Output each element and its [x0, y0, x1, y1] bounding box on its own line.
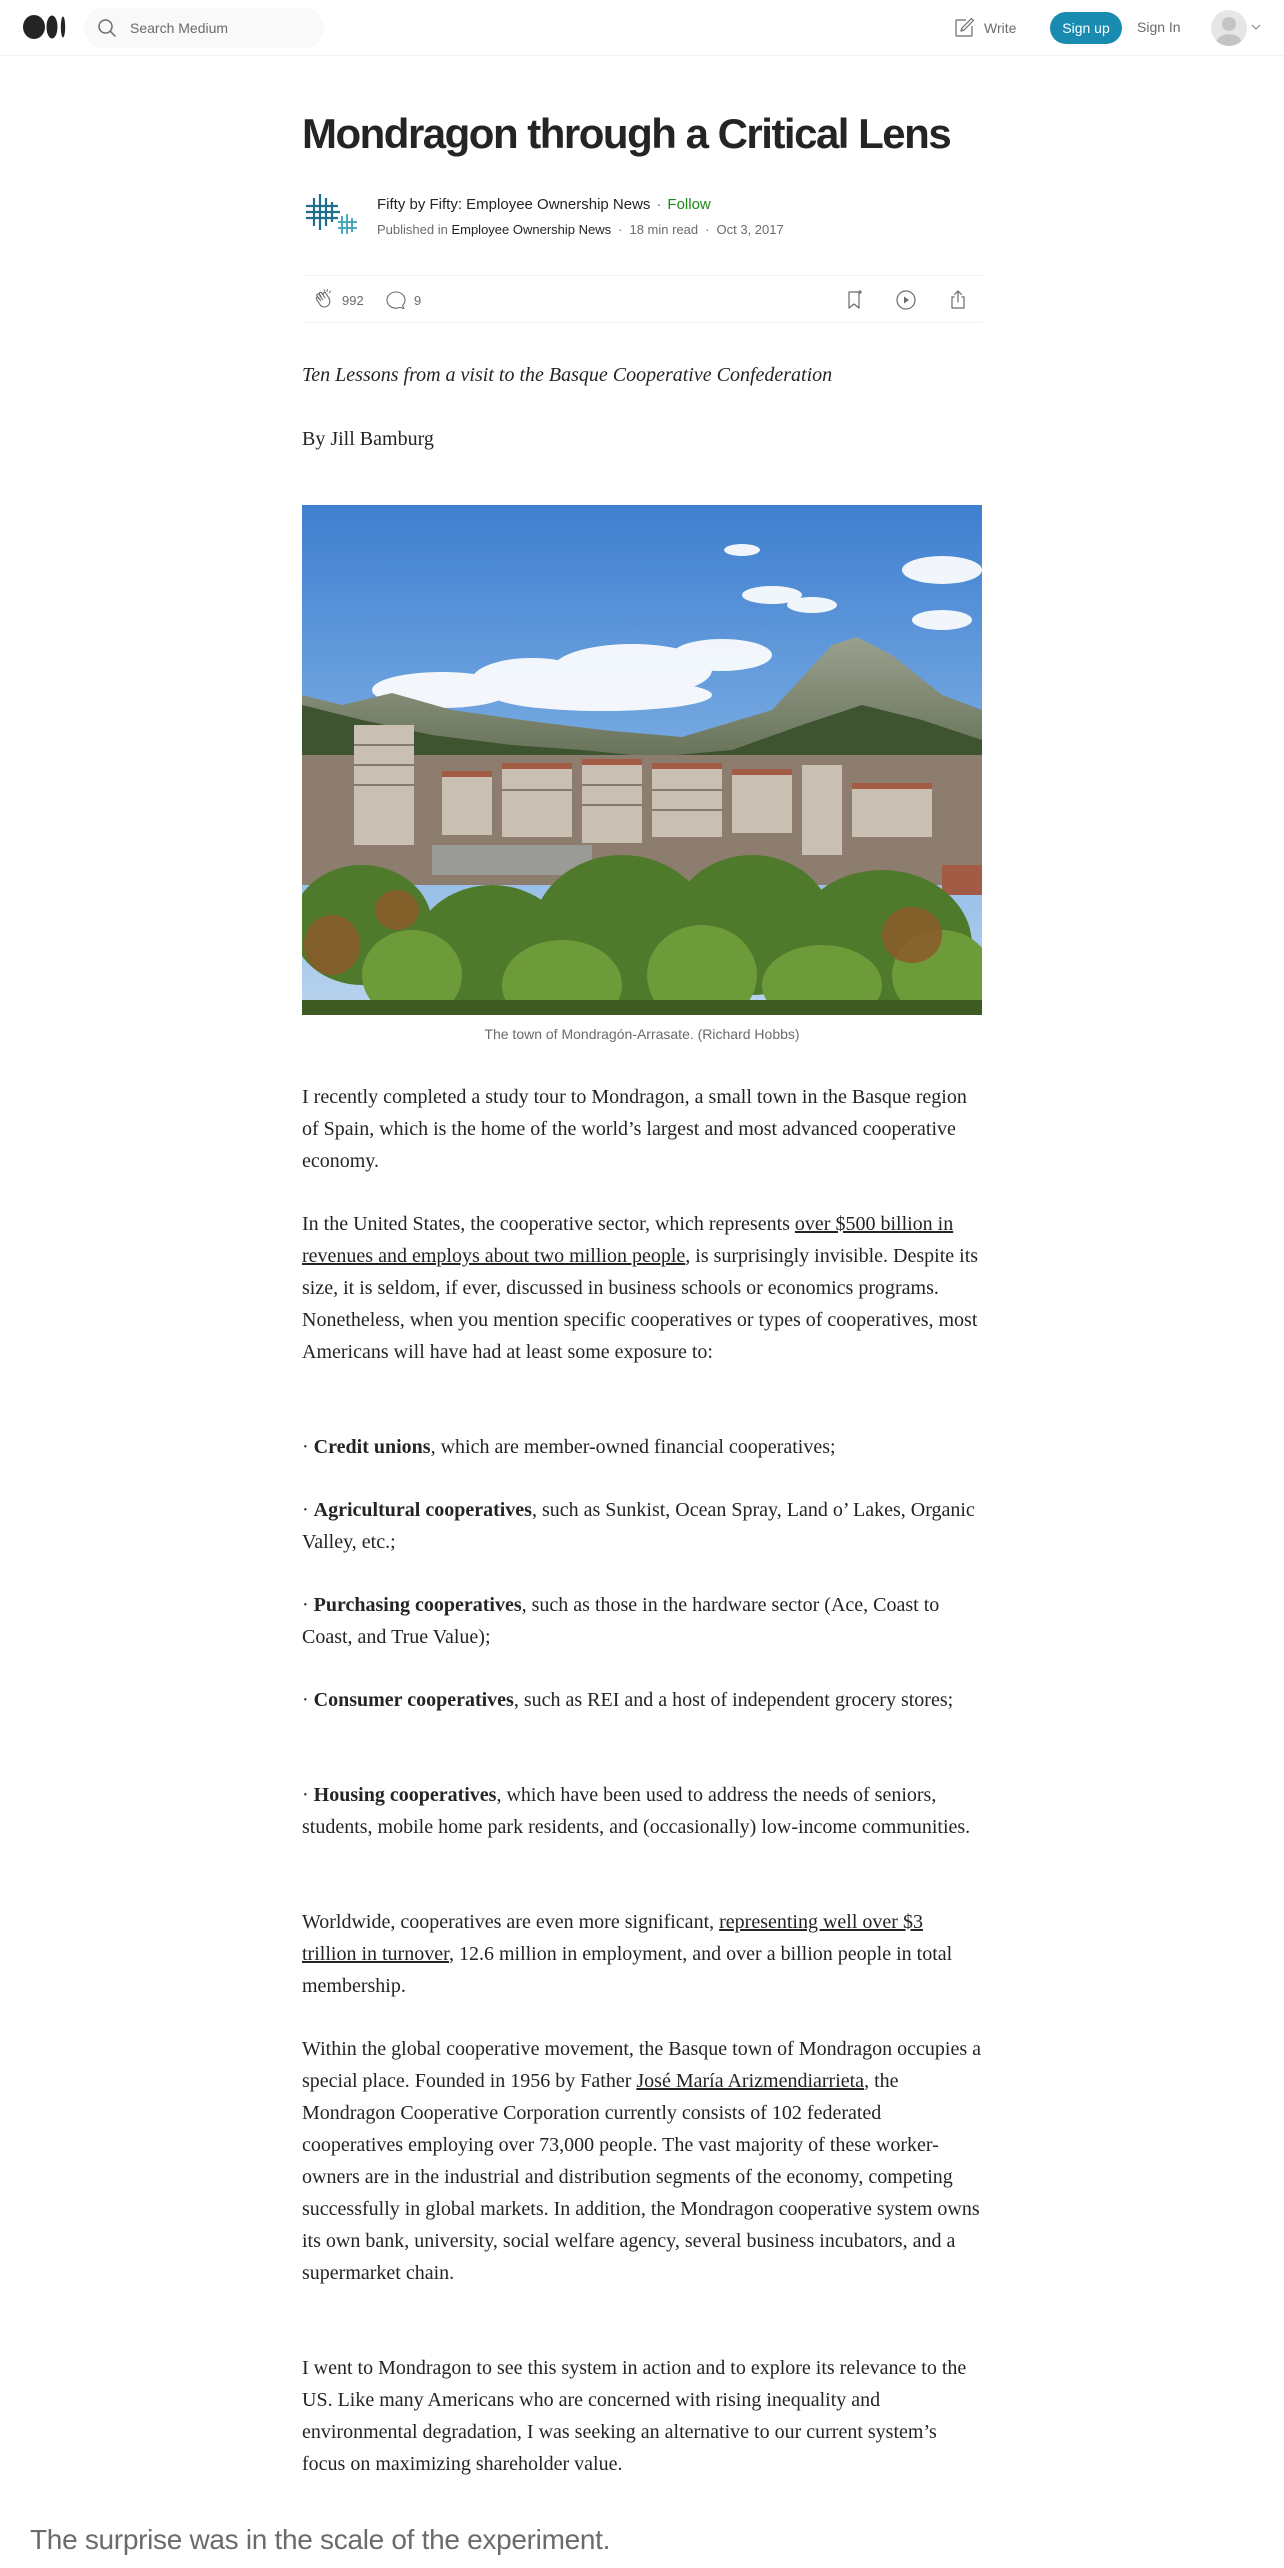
list-item-text: , such as Sunkist, Ocean Spray, Land o’ Lakes, Organic Valley, etc.; — [302, 1499, 975, 1553]
bullet-mark: · — [302, 1689, 314, 1711]
top-navigation — [0, 0, 1284, 56]
paragraph-text: , 12.6 million in employment, and over a billion people in total membership. — [302, 1943, 953, 1997]
paragraph-intro: I recently completed a study tour to Mondragon, a small town in the Basque region of Spain, which is the home of the world’s largest and most advanced cooperative economy. — [302, 1086, 967, 1172]
avatar — [1211, 10, 1247, 46]
bullet-mark: · — [302, 1594, 314, 1616]
paragraph-text: Worldwide, cooperatives are even more significant, — [302, 1911, 720, 1933]
clap-button[interactable] — [312, 288, 364, 312]
founder-link[interactable]: José María Arizmendiarrieta — [636, 2070, 865, 2092]
list-item — [302, 1431, 982, 1463]
read-time: 18 min read — [629, 222, 699, 237]
medium-logo[interactable] — [23, 14, 67, 40]
write-link[interactable] — [952, 15, 1016, 41]
separator-dot: · — [705, 222, 710, 237]
author-name[interactable]: Fifty by Fifty: Employee Ownership News — [377, 196, 651, 213]
clap-count: 992 — [342, 292, 364, 308]
author-line — [377, 196, 711, 213]
separator-dot: · — [656, 196, 662, 213]
article-meta — [377, 222, 784, 237]
response-count: 9 — [414, 292, 422, 308]
paragraph-text: , is surprisingly invisible. Despite its size, it is seldom, if ever, discussed in business schools or economics programs. Nonetheless, when you mention specific cooperatives or types of cooperatives, most Americans will have had at least some exposure to: — [302, 1245, 979, 1363]
list-item — [302, 1684, 982, 1716]
bookmark-icon[interactable] — [842, 288, 866, 312]
list-item-lead: Agricultural cooperatives — [313, 1499, 532, 1521]
share-icon[interactable] — [946, 288, 970, 312]
publication-logo[interactable] — [302, 192, 362, 236]
pull-quote: The surprise was in the scale of the experiment. — [30, 2524, 611, 2555]
paragraph-mondragon — [302, 2033, 982, 2289]
responses-button[interactable] — [384, 288, 421, 312]
bullet-mark: · — [302, 1499, 314, 1521]
paragraph-text: , the Mondragon Cooperative Corporation currently consists of 102 federated cooperatives employing over 73,000 people. The vast majority of these worker-owners are in the industrial and distribution segments of the economy, competing successfully in global markets. In addition, the Mondragon cooperative system owns its own bank, university, social welfare agency, several business incubators, and a supermarket chain. — [302, 2070, 980, 2284]
separator-dot: · — [618, 222, 623, 237]
list-item-text: , such as those in the hardware sector (Ace, Coast to Coast, and True Value); — [302, 1594, 940, 1648]
article-action-bar — [302, 275, 982, 323]
play-icon[interactable] — [894, 288, 918, 312]
published-in-prefix: Published in — [377, 222, 448, 237]
publication-link[interactable]: Employee Ownership News — [451, 222, 612, 237]
paragraph-us-sector — [302, 1208, 982, 1368]
write-label: Write — [984, 20, 1017, 36]
list-item — [302, 1494, 982, 1558]
hero-image — [302, 505, 982, 1015]
list-item-text: , such as REI and a host of independent grocery stores; — [513, 1689, 954, 1711]
bullet-mark: · — [302, 1784, 314, 1806]
search-input[interactable] — [130, 8, 310, 48]
image-caption: The town of Mondragón-Arrasate. (Richard Hobbs) — [484, 1026, 800, 1042]
list-item — [302, 1589, 982, 1653]
list-item-text: , which have been used to address the needs of seniors, students, mobile home park residents, and (occasionally) low-income communities. — [302, 1784, 971, 1838]
article-title: Mondragon through a Critical Lens — [302, 110, 951, 157]
publish-date: Oct 3, 2017 — [716, 222, 784, 237]
list-item-lead: Credit unions — [313, 1436, 431, 1458]
sign-up-button[interactable]: Sign up — [1050, 12, 1122, 44]
user-menu[interactable] — [1211, 10, 1263, 46]
sign-in-link[interactable]: Sign In — [1137, 19, 1181, 35]
paragraph-text: In the United States, the cooperative sector, which represents — [302, 1213, 795, 1235]
bullet-mark: · — [302, 1436, 314, 1458]
list-item-lead: Consumer cooperatives — [313, 1689, 514, 1711]
article-subtitle: Ten Lessons from a visit to the Basque Cooperative Confederation — [302, 364, 833, 386]
comment-icon — [384, 288, 408, 312]
clap-icon — [312, 288, 336, 312]
search-icon — [97, 18, 117, 38]
paragraph-worldwide — [302, 1906, 982, 2002]
list-item — [302, 1779, 982, 1843]
paragraph-motivation: I went to Mondragon to see this system in action and to explore its relevance to the US. Like many Americans who are concerned with rising inequality and environmental degradation, I was seeking an alternative to our current system’s focus on maximizing shareholder value. — [302, 2357, 967, 2475]
search-box[interactable] — [84, 8, 324, 48]
list-item-text: , which are member-owned financial cooperatives; — [430, 1436, 836, 1458]
turnover-link[interactable]: representing well over $3 trillion in turnover — [302, 1911, 923, 1965]
paragraph-text: Within the global cooperative movement, the Basque town of Mondragon occupies a special place. Founded in 1956 by Father — [302, 2038, 982, 2092]
write-icon — [952, 16, 976, 40]
list-item-lead: Housing cooperatives — [313, 1784, 497, 1806]
follow-button[interactable]: Follow — [667, 196, 711, 213]
list-item-lead: Purchasing cooperatives — [313, 1594, 522, 1616]
chevron-down-icon — [1251, 22, 1261, 32]
article-byline: By Jill Bamburg — [302, 428, 434, 450]
revenue-link[interactable]: over $500 billion in revenues and employs about two million people — [302, 1213, 954, 1267]
